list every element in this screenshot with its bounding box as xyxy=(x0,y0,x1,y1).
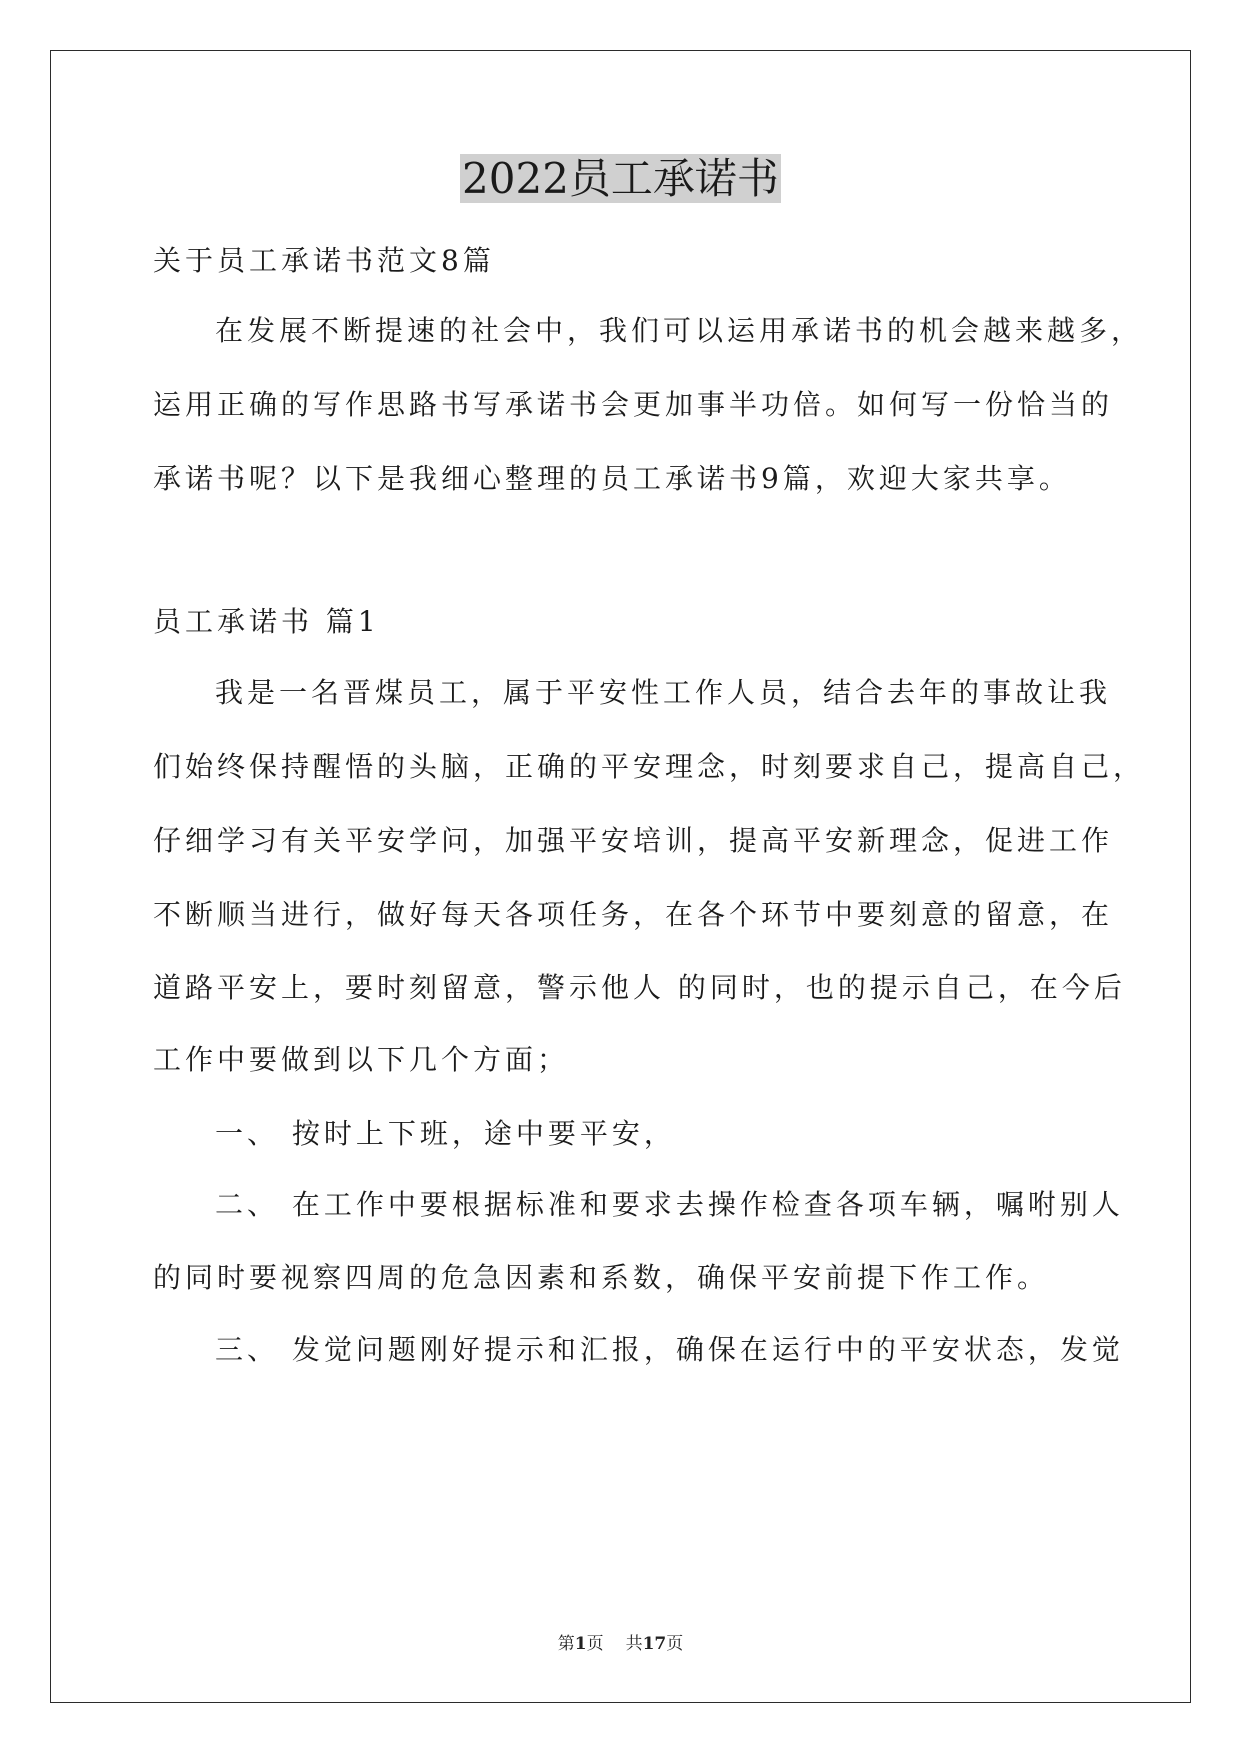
footer-total-prefix: 共 xyxy=(625,1634,643,1654)
intro-line: 在发展不断提速的社会中，我们可以运用承诺书的机会越来越多， xyxy=(215,314,1144,347)
footer-page-total: 17 xyxy=(642,1634,667,1654)
document-title xyxy=(0,148,1241,210)
body-line: 的同时要视察四周的危急因素和系数，确保平安前提下作工作。 xyxy=(153,1261,1050,1294)
body-line: 工作中要做到以下几个方面； xyxy=(153,1043,570,1076)
list-item: 二、 在工作中要根据标准和要求去操作检查各项车辆，嘱咐别人 xyxy=(215,1188,1124,1221)
list-item: 三、 发觉问题刚好提示和汇报，确保在运行中的平安状态，发觉 xyxy=(215,1333,1124,1366)
page-border xyxy=(50,50,1191,1703)
document-title-text: 2022员工承诺书 xyxy=(462,154,779,203)
list-item: 一、 按时上下班，途中要平安， xyxy=(215,1117,676,1150)
footer-page-current: 1 xyxy=(574,1634,587,1654)
intro-line: 运用正确的写作思路书写承诺书会更加事半功倍。如何写一份恰当的 xyxy=(153,388,1114,421)
intro-line: 承诺书呢？以下是我细心整理的员工承诺书9篇，欢迎大家共享。 xyxy=(153,462,1071,495)
body-line: 不断顺当进行，做好每天各项任务，在各个环节中要刻意的留意，在 xyxy=(153,898,1114,931)
section-heading: 员工承诺书 篇1 xyxy=(153,605,380,638)
footer-page-unit: 页 xyxy=(586,1634,604,1654)
body-line: 仔细学习有关平安学问，加强平安培训，提高平安新理念，促进工作 xyxy=(153,824,1114,857)
body-line: 道路平安上，要时刻留意，警示他人 的同时，也的提示自己，在今后 xyxy=(153,971,1126,1004)
footer-page-prefix: 第 xyxy=(557,1634,575,1654)
document-subtitle: 关于员工承诺书范文8篇 xyxy=(153,244,495,277)
page-footer xyxy=(0,1632,1241,1656)
body-line: 我是一名晋煤员工，属于平安性工作人员，结合去年的事故让我 xyxy=(215,676,1112,709)
footer-total-unit: 页 xyxy=(666,1634,684,1654)
body-line: 们始终保持醒悟的头脑，正确的平安理念，时刻要求自己，提高自己， xyxy=(153,750,1146,783)
